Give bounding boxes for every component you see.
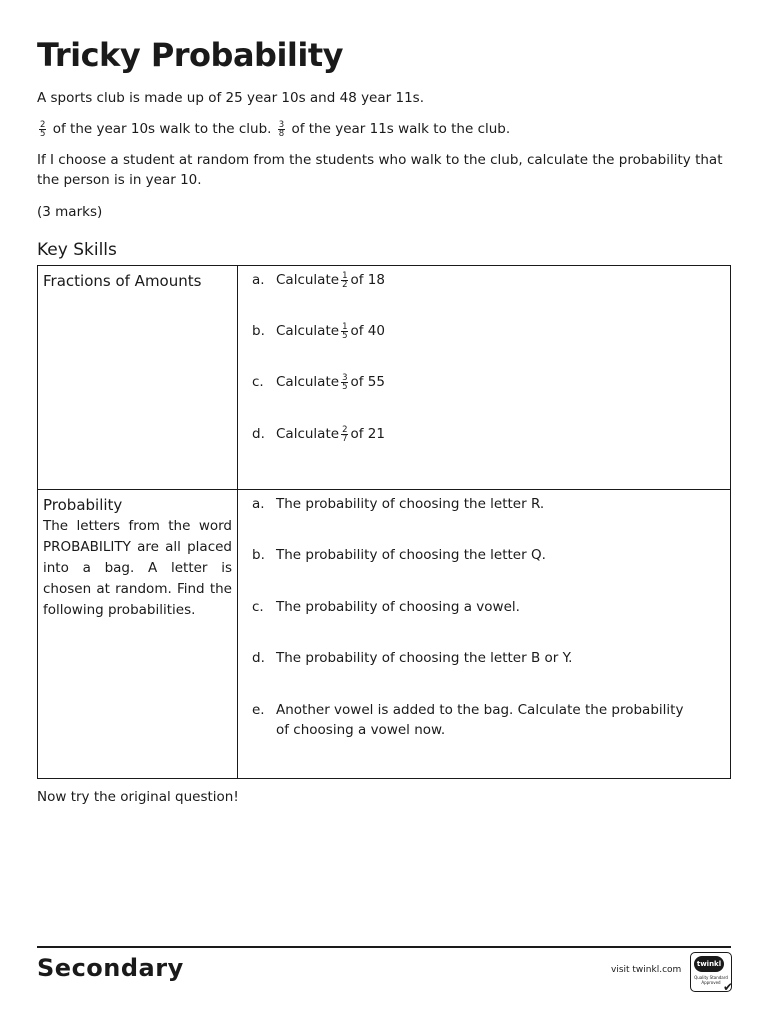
fraction: $\frac{2}{7}$ bbox=[342, 424, 348, 444]
key-skills-table bbox=[37, 265, 731, 779]
footer-divider bbox=[37, 946, 731, 948]
list-item: d. The probability of choosing the letter B or Y. bbox=[252, 650, 573, 666]
marks: (3 marks) bbox=[37, 204, 103, 220]
probability-title: Probability bbox=[43, 496, 123, 514]
brand-logo: Secondary bbox=[37, 954, 184, 982]
intro-line-1: A sports club is made up of 25 year 10s and 48 year 11s. bbox=[37, 90, 424, 106]
fraction: $\frac{1}{2}$ bbox=[342, 270, 348, 290]
page-title: Tricky Probability bbox=[37, 36, 343, 74]
intro-question: If I choose a student at random from the students who walk to the club, calculate the probability that the person is in year 10. bbox=[37, 152, 723, 188]
probability-cell bbox=[38, 490, 238, 779]
probability-description: The letters from the word PROBABILITY are all placed into a bag. A letter is chosen at random. Find the following probabilities. bbox=[43, 518, 232, 618]
checkmark-icon: ✔ bbox=[722, 980, 733, 994]
list-item: b. The probability of choosing the letter Q. bbox=[252, 547, 546, 563]
fractions-questions bbox=[238, 266, 731, 490]
fraction: $\frac{3}{5}$ bbox=[342, 372, 348, 392]
key-skills-heading: Key Skills bbox=[37, 240, 117, 260]
visit-link[interactable]: visit twinkl.com bbox=[611, 965, 682, 975]
list-item: a. Calculate $\frac{1}{2}$ of 18 bbox=[252, 270, 385, 290]
twinkl-logo: twinkl Quality Standard Approved ✔ bbox=[690, 952, 732, 992]
intro-line-2: $\frac{2}{5}$ of the year 10s walk to the club. $\frac{3}{8}$ of the year 11s walk to the club. bbox=[40, 119, 511, 139]
fraction: $\frac{2}{5}$ bbox=[40, 119, 46, 139]
table-row bbox=[38, 490, 731, 779]
closing-text: Now try the original question! bbox=[37, 789, 239, 805]
list-item: b. Calculate $\frac{1}{5}$ of 40 bbox=[252, 321, 385, 341]
table-row bbox=[38, 266, 731, 490]
fractions-title: Fractions of Amounts bbox=[43, 272, 202, 290]
list-item: c. The probability of choosing a vowel. bbox=[252, 599, 520, 615]
list-item: d. Calculate $\frac{2}{7}$ of 21 bbox=[252, 424, 385, 444]
fraction: $\frac{3}{8}$ bbox=[278, 119, 285, 139]
fraction: $\frac{1}{5}$ bbox=[342, 321, 348, 341]
list-item: a. The probability of choosing the letter R. bbox=[252, 496, 545, 512]
probability-questions bbox=[238, 490, 731, 779]
list-item: c. Calculate $\frac{3}{5}$ of 55 bbox=[252, 372, 385, 392]
fractions-cell bbox=[38, 266, 238, 490]
list-item: e. Another vowel is added to the bag. Calculate the probability of choosing a vowel now. bbox=[252, 702, 684, 738]
